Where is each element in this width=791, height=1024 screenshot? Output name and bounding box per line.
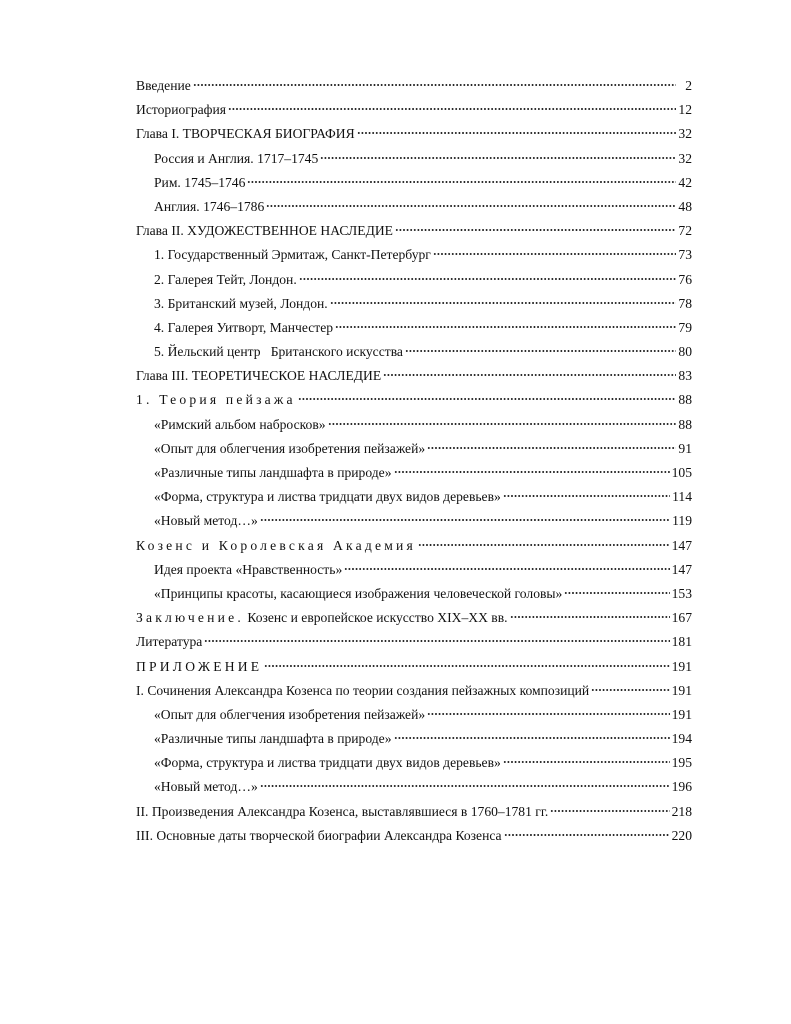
toc-entry-title	[136, 74, 191, 98]
toc-entry-title	[136, 219, 393, 243]
toc-entry	[136, 582, 692, 606]
toc-entry-title-text: «Опыт для облегчения изобретения пейзажей»	[154, 706, 426, 722]
table-of-contents	[136, 74, 692, 848]
toc-entry	[136, 509, 692, 533]
dot-leader	[344, 567, 669, 571]
toc-entry-page-number: 78	[678, 295, 692, 311]
dot-leader	[298, 397, 676, 401]
toc-entry-title-text: 1. Государственный Эрмитаж, Санкт-Петербург	[154, 247, 431, 263]
toc-entry	[136, 461, 692, 485]
toc-entry-title-text: Глава I. ТВОРЧЕСКАЯ БИОГРАФИЯ	[136, 126, 355, 142]
dot-leader	[503, 494, 670, 498]
dot-leader	[433, 252, 676, 256]
dot-leader	[591, 688, 669, 692]
toc-entry-page-number: 220	[671, 827, 692, 843]
toc-entry	[136, 824, 692, 848]
toc-entry-title-text: Рим. 1745–1746	[154, 174, 246, 190]
toc-entry-title	[154, 461, 392, 485]
toc-entry-page-number: 194	[671, 731, 692, 747]
toc-entry	[136, 655, 692, 679]
toc-entry-title-suffix: Козенс и европейское искусство XIX–XX вв.	[243, 610, 508, 626]
toc-entry-title-text: Заключение.	[136, 610, 244, 626]
dot-leader	[204, 639, 669, 643]
toc-entry-title-text: Историография	[136, 102, 227, 118]
toc-entry-title	[136, 800, 548, 824]
toc-entry	[136, 219, 692, 243]
toc-entry-page-number: 195	[671, 755, 692, 771]
toc-entry	[136, 195, 692, 219]
dot-leader	[266, 204, 676, 208]
dot-leader	[330, 301, 676, 305]
toc-entry-page-number: 32	[678, 150, 692, 166]
toc-entry-title	[136, 364, 381, 388]
toc-entry-title-text: Идея проекта «Нравственность»	[154, 561, 343, 577]
toc-entry-page-number: 91	[678, 440, 692, 456]
dot-leader	[260, 784, 670, 788]
dot-leader	[335, 325, 676, 329]
toc-entry-title	[154, 171, 245, 195]
toc-entry-page-number: 79	[678, 319, 692, 335]
toc-entry-title	[136, 606, 508, 630]
toc-entry-title	[154, 316, 333, 340]
dot-leader	[394, 736, 670, 740]
toc-entry-title-text: «Новый метод…»	[154, 779, 258, 795]
toc-entry-page-number: 73	[678, 247, 692, 263]
toc-entry	[136, 558, 692, 582]
dot-leader	[550, 809, 669, 813]
toc-entry	[136, 340, 692, 364]
toc-entry	[136, 751, 692, 775]
toc-entry-page-number: 105	[671, 465, 692, 480]
toc-entry-title-text: «Принципы красоты, касающиеся изображения человеческой головы»	[154, 585, 563, 601]
toc-entry	[136, 292, 692, 316]
toc-entry-title	[154, 509, 258, 533]
toc-entry-title	[154, 147, 318, 171]
toc-entry-title	[154, 413, 326, 437]
toc-entry-page-number: 191	[671, 682, 692, 698]
toc-entry-title-text: Англия. 1746–1786	[154, 198, 265, 214]
toc-entry-title	[136, 122, 355, 146]
toc-entry-page-number: 191	[671, 706, 692, 722]
toc-entry	[136, 727, 692, 751]
toc-entry	[136, 800, 692, 824]
dot-leader	[320, 156, 676, 160]
toc-entry-page-number: 12	[678, 102, 692, 118]
toc-entry-title	[154, 582, 562, 606]
dot-leader	[264, 664, 669, 668]
toc-entry-title-text: «Различные типы ландшафта в природе»	[154, 731, 392, 747]
dot-leader	[228, 107, 676, 111]
toc-entry-page-number: 181	[671, 634, 692, 650]
toc-entry-page-number: 2	[685, 78, 692, 93]
toc-entry	[136, 364, 692, 388]
toc-entry-page-number: 76	[678, 271, 692, 287]
toc-entry	[136, 74, 692, 98]
toc-entry-title	[154, 195, 264, 219]
dot-leader	[427, 446, 676, 450]
dot-leader	[504, 833, 670, 837]
toc-entry-title-text: ПРИЛОЖЕНИЕ	[136, 658, 263, 674]
dot-leader	[193, 83, 676, 87]
dot-leader	[383, 373, 676, 377]
dot-leader	[328, 422, 676, 426]
toc-entry-title-text: «Опыт для облегчения изобретения пейзажей»	[154, 440, 426, 456]
dot-leader	[427, 712, 669, 716]
dot-leader	[247, 180, 676, 184]
toc-entry	[136, 243, 692, 267]
toc-entry	[136, 413, 692, 437]
toc-entry-title	[136, 824, 502, 848]
toc-entry	[136, 171, 692, 195]
toc-entry	[136, 437, 692, 461]
toc-entry-title	[154, 775, 258, 799]
toc-entry-title	[136, 388, 296, 412]
dot-leader	[299, 277, 676, 281]
toc-entry	[136, 98, 692, 122]
dot-leader	[394, 470, 670, 474]
toc-entry-title-text: II. Произведения Александра Козенса, выставлявшиеся в 1760–1781 гг.	[136, 803, 549, 819]
toc-entry	[136, 147, 692, 171]
toc-entry-title-text: III. Основные даты творческой биографии Александра Козенса	[136, 827, 502, 843]
toc-entry-title-text: Литература	[136, 634, 203, 650]
toc-entry-title	[154, 703, 425, 727]
toc-entry-page-number: 196	[671, 779, 692, 795]
toc-entry-page-number: 48	[678, 198, 692, 214]
dot-leader	[564, 591, 669, 595]
toc-entry-title-text: «Римский альбом набросков»	[154, 416, 326, 432]
toc-entry-title-text: Россия и Англия. 1717–1745	[154, 150, 319, 166]
dot-leader	[357, 131, 676, 135]
toc-entry-title	[136, 679, 589, 703]
toc-entry-title	[136, 534, 416, 558]
toc-entry-page-number: 42	[678, 174, 692, 190]
toc-entry-title-text: «Различные типы ландшафта в природе»	[154, 465, 392, 480]
toc-entry-title-text: «Форма, структура и листва тридцати двух видов деревьев»	[154, 489, 501, 505]
toc-entry-title	[154, 558, 342, 582]
toc-entry-page-number: 167	[671, 610, 692, 626]
toc-entry-title	[154, 485, 501, 509]
toc-entry	[136, 703, 692, 727]
toc-entry-title-text: I. Сочинения Александра Козенса по теории создания пейзажных композиций	[136, 682, 590, 698]
toc-entry-title-text: Глава III. ТЕОРЕТИЧЕСКОЕ НАСЛЕДИЕ	[136, 368, 382, 384]
toc-entry	[136, 122, 692, 146]
dot-leader	[260, 518, 670, 522]
toc-entry-page-number: 147	[671, 561, 692, 577]
toc-entry-title	[154, 340, 403, 364]
toc-entry-title	[154, 292, 328, 316]
dot-leader	[405, 349, 676, 353]
dot-leader	[510, 615, 670, 619]
toc-entry-title-text: «Новый метод…»	[154, 513, 258, 529]
toc-entry-title	[136, 630, 202, 654]
toc-entry-title	[154, 243, 431, 267]
toc-entry-page-number: 32	[678, 126, 692, 142]
toc-entry-page-number: 88	[678, 392, 692, 408]
toc-entry-title-text: 2. Галерея Тейт, Лондон.	[154, 271, 297, 287]
toc-entry-title	[154, 268, 297, 292]
toc-entry-title	[154, 437, 425, 461]
toc-entry-title-text: 1. Теория пейзажа	[136, 392, 296, 408]
toc-entry	[136, 630, 692, 654]
toc-entry	[136, 388, 692, 412]
toc-entry-page-number: 72	[678, 223, 692, 239]
toc-entry-title-text: Козенс и Королевская Академия	[136, 537, 416, 553]
dot-leader	[395, 228, 676, 232]
toc-entry	[136, 485, 692, 509]
toc-entry-title	[154, 751, 501, 775]
toc-entry-title-text: 5. Йельский центр Британского искусства	[154, 344, 403, 360]
toc-entry-title	[136, 655, 262, 679]
toc-entry-title-text: 4. Галерея Уитворт, Манчестер	[154, 319, 334, 335]
toc-entry	[136, 534, 692, 558]
toc-entry-page-number: 218	[671, 803, 692, 819]
toc-entry-title-text: Введение	[136, 78, 191, 93]
toc-entry-page-number: 191	[671, 658, 692, 674]
toc-entry	[136, 606, 692, 630]
toc-entry-page-number: 80	[678, 344, 692, 360]
dot-leader	[503, 760, 670, 764]
toc-entry-title	[136, 98, 226, 122]
toc-entry-page-number: 147	[671, 537, 692, 553]
toc-entry-page-number: 83	[678, 368, 692, 384]
dot-leader	[418, 543, 670, 547]
toc-entry-title-text: «Форма, структура и листва тридцати двух видов деревьев»	[154, 755, 501, 771]
toc-entry	[136, 268, 692, 292]
toc-entry	[136, 775, 692, 799]
toc-entry-page-number: 114	[672, 489, 692, 505]
toc-entry-title-text: Глава II. ХУДОЖЕСТВЕННОЕ НАСЛЕДИЕ	[136, 223, 393, 239]
toc-entry-page-number: 153	[671, 585, 692, 601]
toc-entry	[136, 316, 692, 340]
toc-entry-title-text: 3. Британский музей, Лондон.	[154, 295, 328, 311]
toc-entry-page-number: 88	[678, 416, 692, 432]
toc-entry	[136, 679, 692, 703]
toc-entry-page-number: 119	[672, 513, 692, 529]
toc-entry-title	[154, 727, 392, 751]
